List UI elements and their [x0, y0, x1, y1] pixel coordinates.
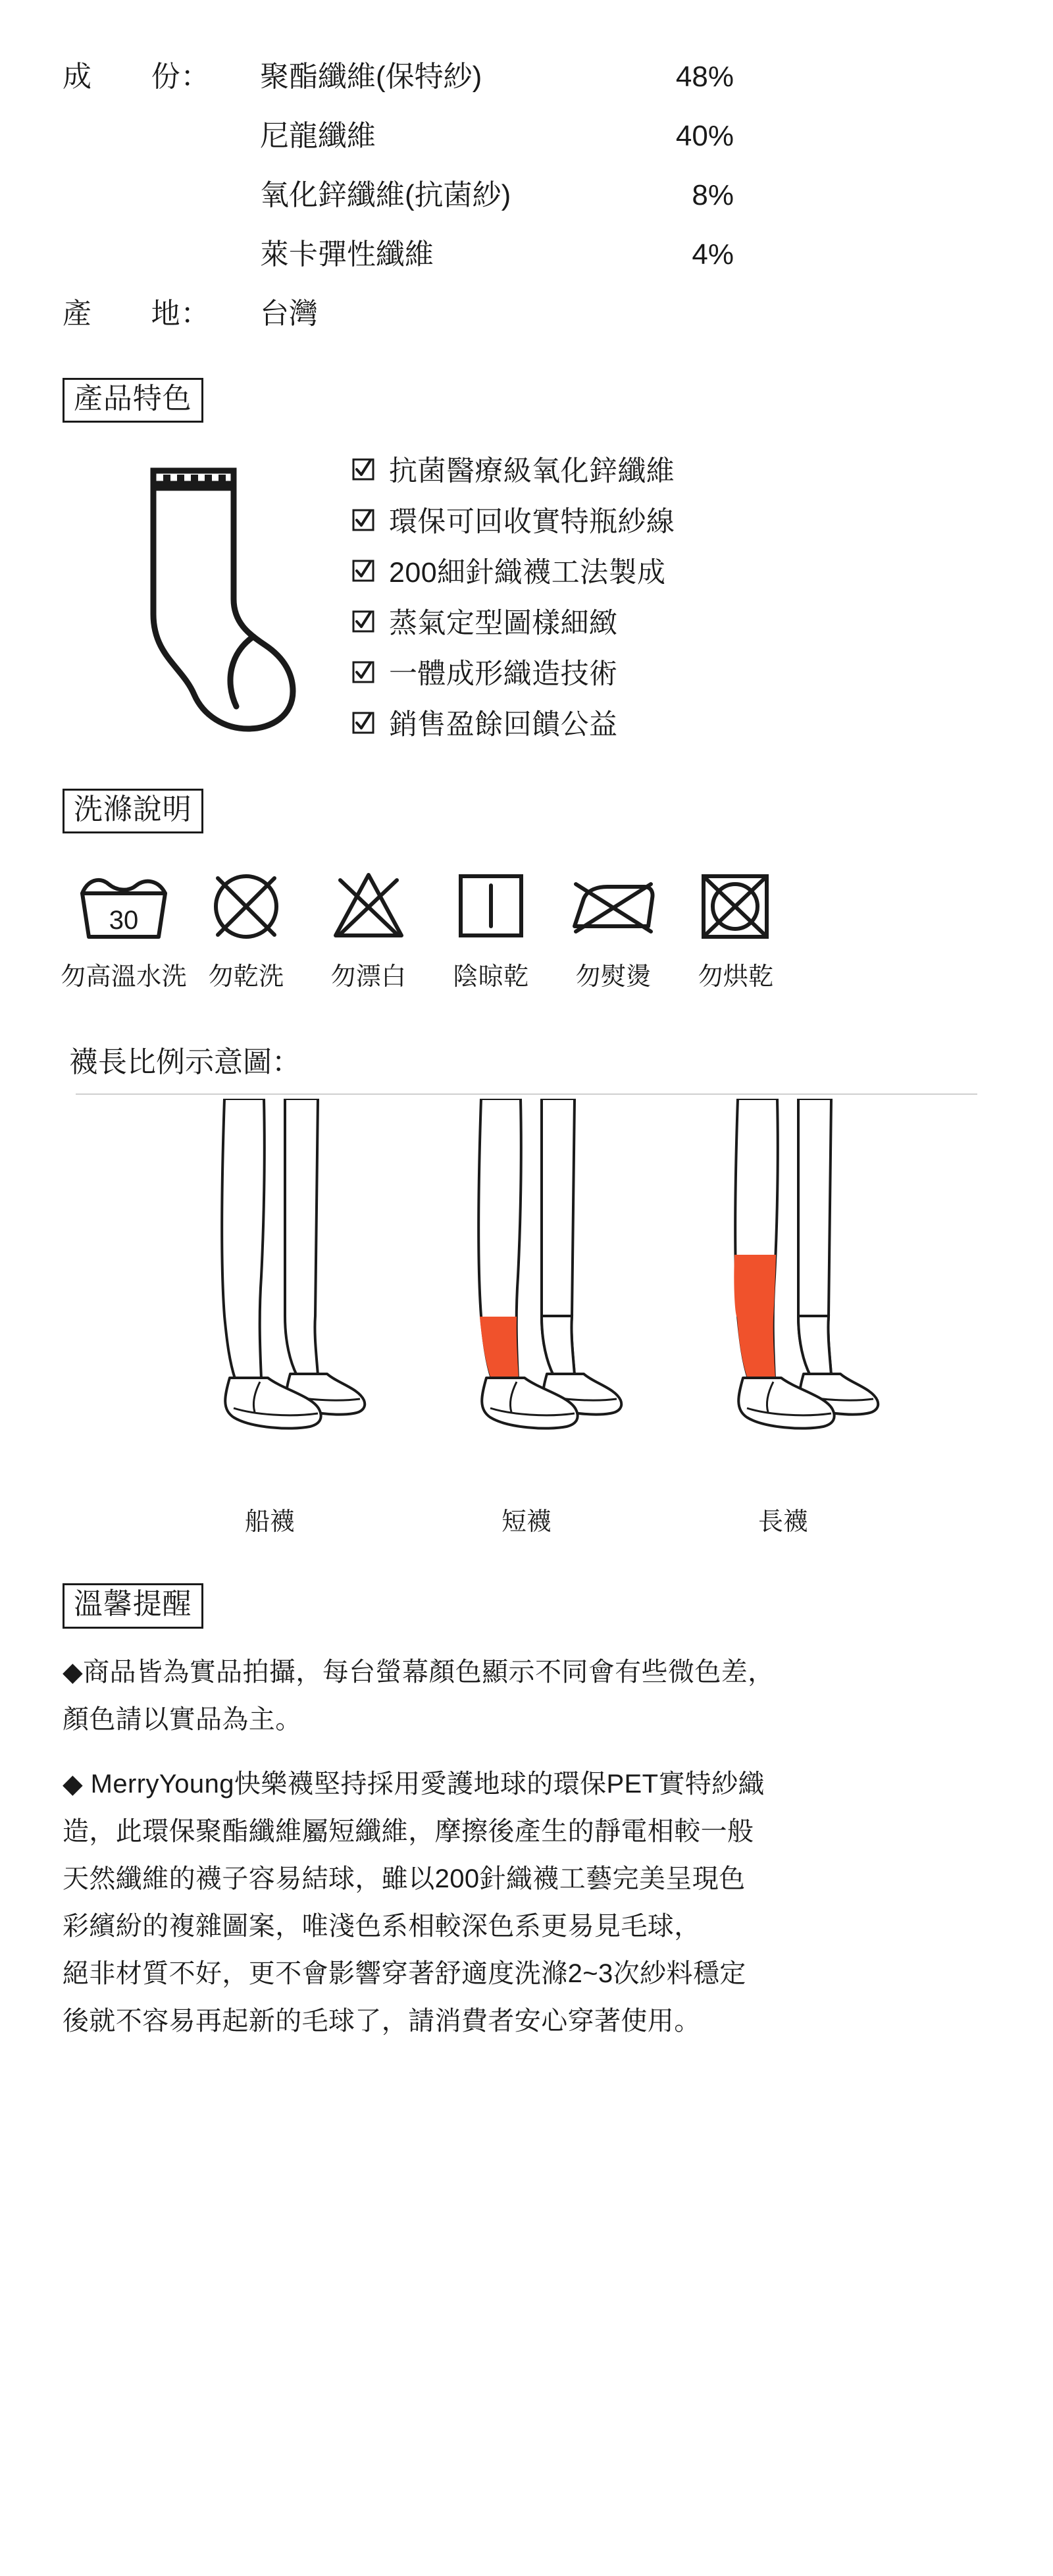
- wash-care-item: [430, 862, 552, 992]
- composition-item: [260, 53, 990, 95]
- composition-percent: 8%: [692, 179, 734, 211]
- features-content: [63, 449, 990, 743]
- feature-item: [352, 652, 990, 692]
- wash-care-item: [185, 862, 307, 992]
- composition-name: 聚酯纖維(保特紗): [260, 61, 482, 93]
- features-heading: 產品特色: [63, 378, 203, 423]
- divider: [76, 1093, 977, 1095]
- note-line: 絕非材質不好，更不會影響穿著舒適度洗滌2~3次紗料穩定: [63, 1958, 746, 1988]
- length-item: [418, 1099, 635, 1537]
- note-line: ◆商品皆為實品拍攝，每台螢幕顏色顯示不同會有些微色差，: [63, 1657, 775, 1687]
- no-bleach-icon: [326, 862, 411, 948]
- wash-care-label: 勿熨燙: [575, 963, 652, 991]
- composition-percent: 4%: [692, 238, 734, 271]
- length-label: 短襪: [501, 1508, 552, 1537]
- wash-care-icons: [63, 862, 990, 992]
- composition-row: [63, 53, 990, 273]
- leg-ankle-sock-icon: [418, 1099, 635, 1497]
- note-line: 彩繽紛的複雜圖案，唯淺色系相較深色系更易見毛球，: [63, 1911, 701, 1941]
- wash-care-item: [307, 862, 430, 992]
- checkbox-checked-icon: [352, 712, 374, 734]
- specification-block: [63, 53, 990, 332]
- no-tumble-dry-icon: [693, 862, 779, 948]
- origin-row: [63, 290, 990, 332]
- wash-care-heading: 洗滌說明: [63, 789, 203, 833]
- feature-list: [346, 449, 990, 743]
- checkbox-checked-icon: [352, 509, 374, 531]
- wash-care-label: 勿乾洗: [208, 963, 284, 991]
- wash-care-item: [552, 862, 675, 992]
- note-line: 造，此環保聚酯纖維屬短纖維，摩擦後產生的靜電相較一般: [63, 1816, 754, 1846]
- checkbox-checked-icon: [352, 458, 374, 481]
- length-item: [161, 1099, 378, 1537]
- composition-item: [260, 230, 990, 273]
- composition-values: [260, 53, 990, 273]
- leg-no-show-sock-icon: [161, 1099, 378, 1497]
- notes-heading: 溫馨提醒: [63, 1583, 203, 1628]
- composition-name: 萊卡彈性纖維: [260, 238, 434, 271]
- feature-label: 銷售盈餘回饋公益: [389, 709, 618, 741]
- composition-label: 成 份：: [63, 61, 211, 93]
- features-section: [63, 378, 990, 743]
- wash-care-section: [63, 789, 990, 992]
- length-diagram-title: 襪長比例示意圖：: [69, 1046, 301, 1079]
- no-iron-icon: [564, 862, 663, 948]
- wash-care-item: [675, 862, 797, 992]
- checkbox-checked-icon: [352, 610, 374, 633]
- wash-care-item: [63, 862, 185, 992]
- wash-care-label: 陰晾乾: [453, 963, 529, 991]
- feature-item: [352, 449, 990, 489]
- feature-item: [352, 601, 990, 641]
- checkbox-checked-icon: [352, 661, 374, 683]
- checkbox-checked-icon: [352, 560, 374, 582]
- length-diagram-section: [63, 1038, 990, 1537]
- length-item: [675, 1099, 892, 1537]
- feature-item: [352, 702, 990, 743]
- feature-label: 環保可回收實特瓶紗線: [389, 506, 675, 539]
- note-line: 後就不容易再起新的毛球了，請消費者安心穿著使用。: [63, 2006, 701, 2036]
- leg-crew-sock-icon: [675, 1099, 892, 1497]
- sock-icon: [63, 458, 346, 734]
- composition-name: 尼龍纖維: [260, 120, 376, 152]
- wash-care-label: 勿漂白: [330, 963, 407, 991]
- origin-value: 台灣: [260, 298, 318, 330]
- feature-label: 抗菌醫療級氧化鋅纖維: [389, 456, 675, 488]
- composition-percent: 40%: [675, 120, 734, 152]
- feature-item: [352, 500, 990, 540]
- feature-label: 蒸氣定型圖樣細緻: [389, 608, 618, 640]
- feature-item: [352, 550, 990, 591]
- notes-body: [63, 1651, 990, 2042]
- length-diagram-figures: [63, 1099, 990, 1537]
- length-label: 船襪: [244, 1508, 295, 1537]
- composition-name: 氧化鋅纖維(抗菌紗): [260, 179, 511, 211]
- length-label: 長襪: [758, 1508, 808, 1537]
- note-line: 顏色請以實品為主。: [63, 1704, 302, 1734]
- origin-label: 產 地：: [63, 298, 211, 330]
- wash-temp-text: 30: [109, 906, 139, 935]
- composition-item: [260, 112, 990, 154]
- wash-care-label: 勿高溫水洗: [61, 963, 187, 991]
- line-dry-shade-icon: [451, 862, 530, 948]
- wash-tub-30-icon: [74, 862, 173, 948]
- notes-section: [63, 1583, 990, 2041]
- feature-label: 200細針織襪工法製成: [389, 557, 666, 589]
- no-dry-clean-icon: [203, 862, 289, 948]
- note-line: ◆ MerryYoung快樂襪堅持採用愛護地球的環保PET實特紗織: [63, 1769, 765, 1799]
- composition-item: [260, 171, 990, 213]
- wash-care-label: 勿烘乾: [698, 963, 774, 991]
- composition-percent: 48%: [675, 61, 734, 93]
- feature-label: 一體成形織造技術: [389, 658, 618, 691]
- note-line: 天然纖維的襪子容易結球，雖以200針織襪工藝完美呈現色: [63, 1864, 746, 1893]
